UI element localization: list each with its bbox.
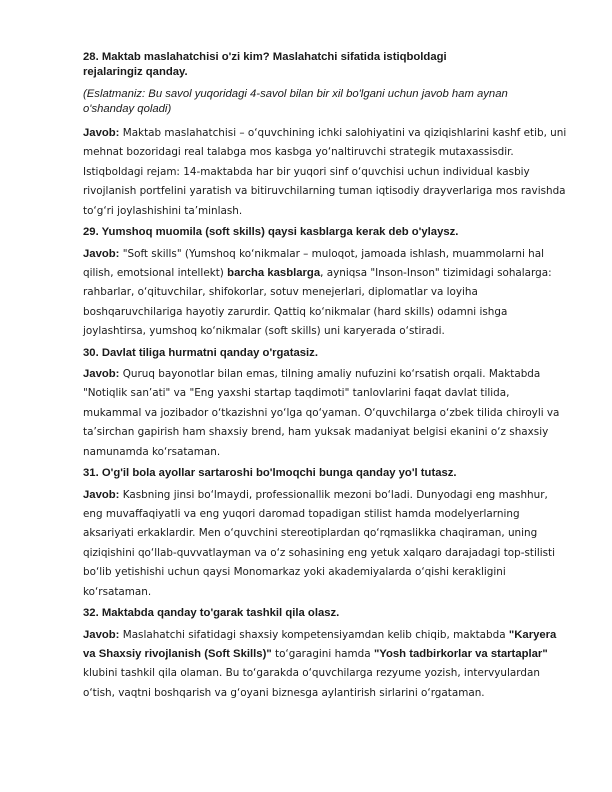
question-28-note [83,87,569,116]
answer-label: Javob: [83,488,120,501]
answer-29-text-b: , ayniqsa "Inson-Inson" tizimidagi sohalarga: rahbarlar, o‘qituvchilar, shifokorlar, sotuv menejerlari, diplomatlar va loyiha boshqaruvchilariga hayotiy zarurdir. Qattiq ko‘nikmalar (hard skills) odamni ishga joylashtirsa, yumshoq ko‘nikmalar (soft skills) uni karyerada o‘stiradi. [83,266,552,338]
answer-29-bold: barcha kasblarga [227,266,321,279]
answer-32-bold-2: "Yosh tadbirkorlar va startaplar" [373,647,548,660]
question-28-line1: 28. Maktab maslahatchisi o'zi kim? Maslahatchi sifatida istiqboldagi [83,51,447,63]
answer-32-text-a: Maslahatchi sifatidagi shaxsiy kompetensiyamdan kelib chiqib, maktabda [119,628,509,641]
question-29: 29. Yumshoq muomila (soft skills) qaysi kasblarga kerak deb o'ylaysz. [83,226,459,239]
question-28 [83,50,569,79]
answer-29 [83,245,569,342]
answer-label: Javob: [83,247,120,260]
answer-label: Javob: [83,127,120,139]
answer-32-bold-1: "Karyera va Shaxsiy rivojlanish (Soft Skills)" [83,628,557,660]
answer-32-text-b: to‘garagini hamda [271,647,374,660]
answer-30-text: Quruq bayonotlar bilan emas, tilning amaliy nufuzini ko‘rsatish orqali. Maktabda "Notiqlik san’ati" va "Eng yaxshi startap taqdimoti" tanlovlarini faqat davlat tilida, mukammal va jozibador o‘tkazishni yo‘lga qo‘yaman. O‘quvchilarga o‘zbek tilida chiroyli va ta’sirchan gapirish ham shaxsiy brend, ham yuksak madaniyat belgisi ekanini o‘z shaxsiy namunamda ko‘rsataman. [83,368,560,458]
answer-29-text-a: "Soft skills" (Yumshoq ko‘nikmalar – muloqot, jamoada ishlash, muammolarni hal qilish, emotsional intellekt) [83,247,545,279]
answer-28-plan: Istiqboldagi rejam: 14-maktabda har bir yuqori sinf o‘quvchisi uchun individual kasbiy rivojlanish portfelini yaratish va bitiruvchilarning tuman iqtisodiy drayverlariga mos ravishda to‘g‘ri joylashishini ta’minlash. [83,165,566,217]
answer-30 [83,365,569,462]
answer-label: Javob: [83,628,120,641]
question-32: 32. Maktabda qanday to'garak tashkil qila olasz. [83,607,340,620]
document-page [83,50,569,703]
question-28-line2: rejalaringiz qanday. [83,65,188,78]
answer-28 [83,124,569,163]
note-line2: o'shanday qoladi) [83,102,172,115]
answer-31 [83,486,569,602]
question-30: 30. Davlat tiliga hurmatni qanday o'rgatasiz. [83,346,318,359]
answer-label: Javob: [83,368,120,381]
note-line1: (Eslatmaniz: Bu savol yuqoridagi 4-savol bilan bir xil bo'lgani uchun javob ham aynan [83,88,508,100]
answer-32 [83,626,569,704]
answer-28-text: Maktab maslahatchisi – o‘quvchining ichki salohiyatini va qiziqishlarini kashf etib, uni mehnat bozoridagi real talabga mos kasbga yo‘naltiruvchi strategik mutaxassisdir. [83,127,567,159]
question-31: 31. O'g'il bola ayollar sartaroshi bo'lmoqchi bunga qanday yo'l tutasz. [83,467,457,480]
answer-31-text: Kasbning jinsi bo‘lmaydi, professionallik mezoni bo‘ladi. Dunyodagi eng mashhur, eng muvaffaqiyatli va eng yuqori daromad topadigan stilist hamda modelyerlarning aksariyati erkaklardir. Men o‘quvchini stereotiplardan qo‘rqmaslikka chaqiraman, uning qiziqishini qo‘llab-quvvatlayman va o‘z sohasining eng yetuk xalqaro darajadagi top-stilisti bo‘lib yetishishi uchun qaysi Monomarkaz yoki akademiyalarda o‘qishi kerakligini ko‘rsataman. [83,488,555,598]
answer-32-text-c: klubini tashkil qila olaman. Bu to‘garakda o‘quvchilarga rezyume yozish, intervyulardan o‘tish, vaqtni boshqarish va g‘oyani biznesga aylantirish sirlarini o‘rgataman. [83,667,540,699]
